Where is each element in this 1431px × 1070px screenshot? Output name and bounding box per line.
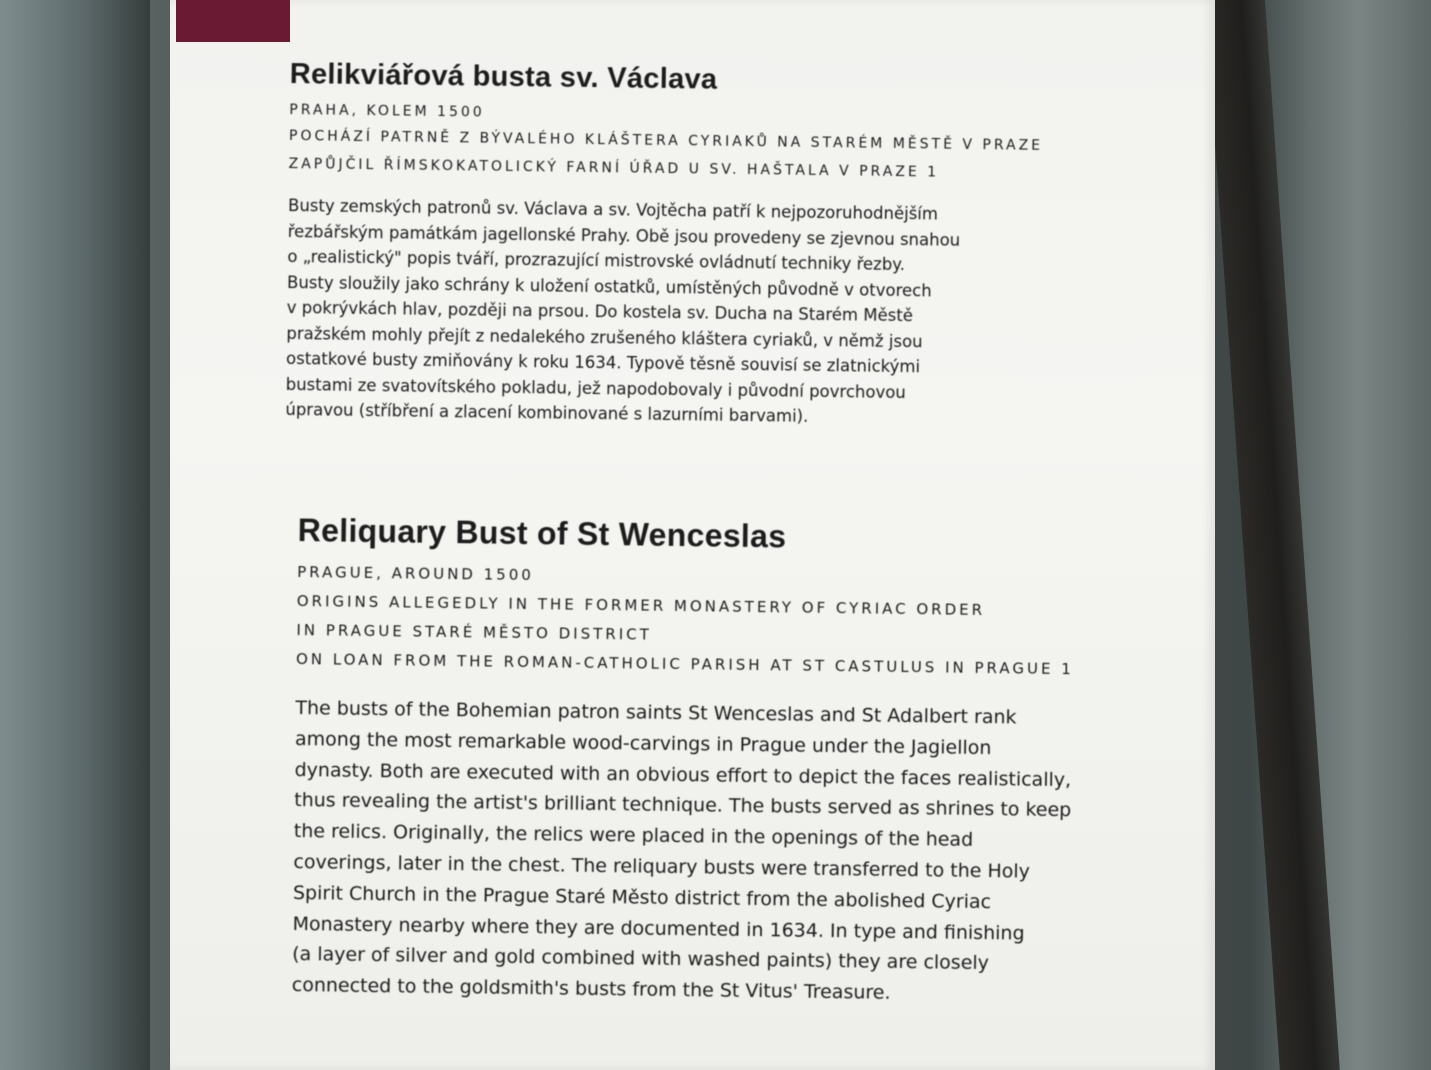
english-loan: ON LOAN FROM THE ROMAN-CATHOLIC PARISH AT ST CASTULUS IN PRAGUE 1	[295, 649, 1074, 679]
english-body-line: thus revealing the artist's brilliant technique. The busts served as shrines to keep	[294, 789, 1072, 822]
english-body-line: the relics. Originally, the relics were placed in the openings of the head	[293, 820, 974, 852]
czech-body-line: Busty zemských patronů sv. Václava a sv. Vojtěcha patří k nejpozoruhodnějším	[287, 195, 939, 224]
english-body-line: (a layer of silver and gold combined with washed paints) they are closely	[292, 943, 990, 975]
english-origin-line-1: ORIGINS ALLEGEDLY IN THE FORMER MONASTERY OF CYRIAC ORDER	[296, 591, 986, 620]
czech-body-line: bustami ze svatovítského pokladu, jež napodobovaly i původní povrchovou	[285, 374, 906, 402]
czech-body-line: v pokrývkách hlav, později na prsou. Do kostela sv. Ducha na Starém Městě	[286, 297, 914, 326]
czech-body-line: ostatkové busty zmiňovány k roku 1634. Typově těsně souvisí se zlatnickými	[285, 348, 921, 377]
english-body-line: Monastery nearby where they are documented in 1634. In type and finishing	[292, 912, 1025, 945]
english-body-line: dynasty. Both are executed with an obvious effort to depict the faces realistically,	[294, 758, 1072, 791]
czech-body-line: pražském mohly přejít z nedalekého zrušeného kláštera cyriaků, v němž jsou	[286, 323, 923, 351]
czech-loan: ZAPŮJČIL ŘÍMSKOKATOLICKÝ FARNÍ ÚŘAD U SV. HAŠTALA V PRAZE 1	[288, 155, 940, 181]
czech-label-section	[285, 58, 1170, 434]
english-body-line: Spirit Church in the Prague Staré Město district from the abolished Cyriac	[292, 881, 992, 913]
english-body-line: coverings, later in the chest. The reliquary busts were transferred to the Holy	[293, 850, 1031, 883]
czech-body-line: o „realistický" popis tváří, prozrazující mistrovské ovládnutí techniky řezby.	[287, 246, 906, 275]
czech-body-line: Busty sloužily jako schrány k uložení ostatků, umístěných původně v otvorech	[286, 272, 932, 300]
english-body-line: among the most remarkable wood-carvings in Prague under the Jagiellon	[294, 727, 992, 759]
czech-place-date: PRAHA, KOLEM 1500	[289, 101, 485, 121]
english-body-line: connected to the goldsmith's busts from the St Vitus' Treasure.	[291, 974, 891, 1004]
english-label-section	[292, 512, 1238, 1013]
english-place-date: PRAGUE, AROUND 1500	[297, 562, 534, 585]
czech-body-line: řezbářským památkám jagellonské Prahy. Obě jsou provedeny se zjevnou snahou	[287, 221, 961, 250]
english-body-line: The busts of the Bohemian patron saints St Wenceslas and St Adalbert rank	[295, 696, 1017, 729]
czech-body-text	[285, 193, 1168, 434]
english-title: Reliquary Bust of St Wenceslas	[297, 512, 787, 555]
background-left-wall	[0, 0, 150, 1070]
czech-origin: POCHÁZÍ PATRNĚ Z BÝVALÉHO KLÁŠTERA CYRIAKŮ NA STARÉM MĚSTĚ V PRAZE	[288, 127, 1044, 154]
czech-title: Relikviářová busta sv. Václava	[289, 58, 718, 96]
english-origin-line-2: IN PRAGUE STARÉ MĚSTO DISTRICT	[296, 620, 652, 644]
label-accent-bar	[176, 0, 290, 42]
czech-body-line: úpravou (stříbření a zlacení kombinované s lazurními barvami).	[285, 399, 809, 426]
english-body-text	[292, 693, 1236, 1013]
